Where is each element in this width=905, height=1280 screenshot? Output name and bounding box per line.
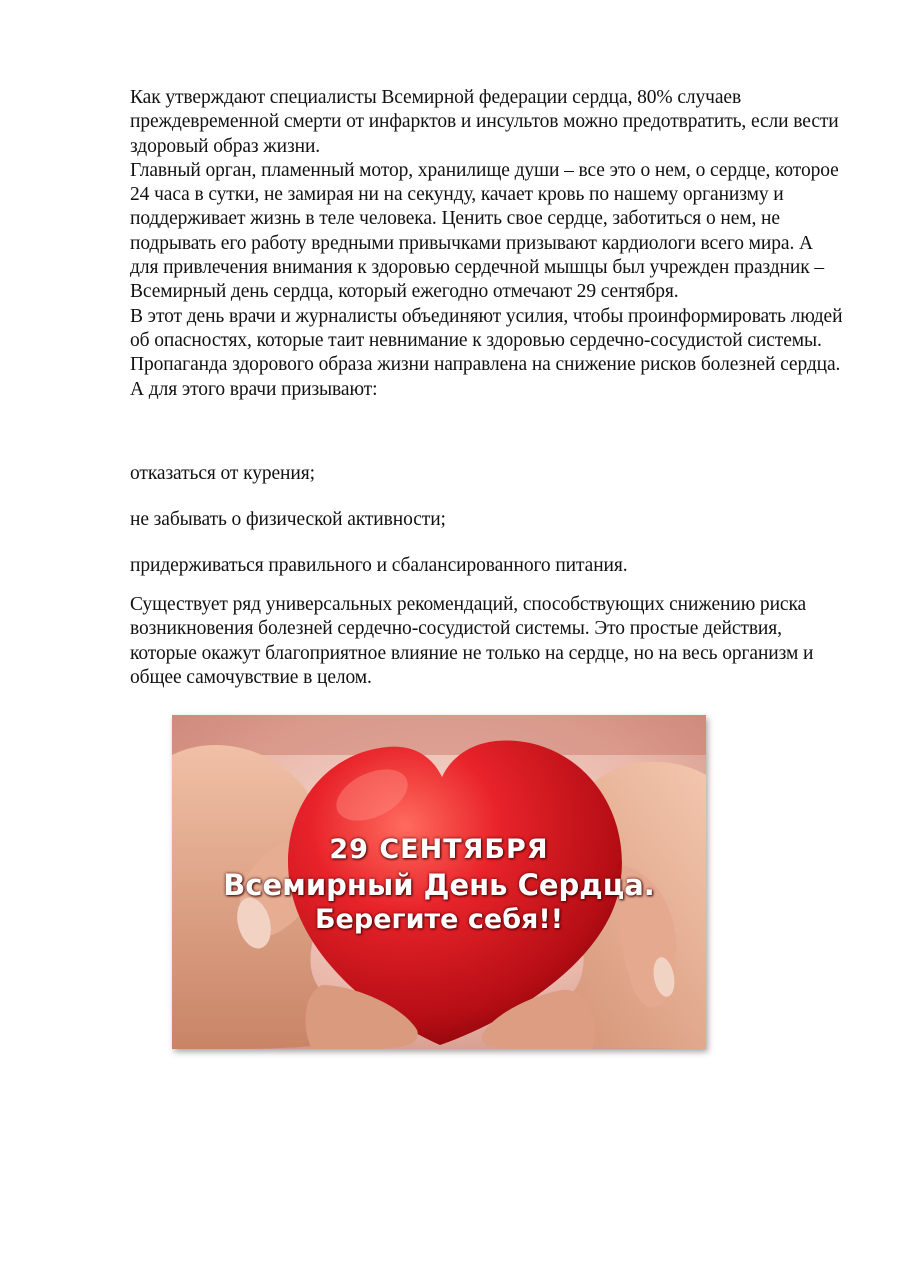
poster-slogan: Берегите себя!! bbox=[314, 904, 564, 935]
paragraph-organ: Главный орган, пламенный мотор, хранилище души – все это о нем, о сердце, которое 24 часа в сутки, не замирая ни на секунду, качает кровь по нашему организму и поддерживает жизнь в теле человека. Ценить свое сердце, заботиться о нем, не подрывать его работу вредными привычками призывают кардиологи всего мира. А для привлечения внимания к здоровью сердечной мышцы был учрежден праздник – Всемирный день сердца, который ежегодно отмечают 29 сентября. bbox=[130, 159, 839, 303]
poster-caption bbox=[172, 833, 706, 937]
paragraph-recommendations: Существует ряд универсальных рекомендаций, способствующих снижению риска возникновения болезней сердечно-сосудистой системы. Это простые действия, которые окажут благоприятное влияние не только на сердце, но на весь организм и общее самочувствие в целом. bbox=[130, 594, 814, 688]
list-item: придерживаться правильного и сбалансированного питания. bbox=[130, 555, 628, 576]
paragraph-doctors: В этот день врачи и журналисты объединяют усилия, чтобы проинформировать людей об опасностях, которые таит невнимание к здоровью сердечно-сосудистой системы. Пропаганда здорового образа жизни направлена на снижение рисков болезней сердца. А для этого врачи призывают: bbox=[130, 305, 843, 400]
list-item: отказаться от курения; bbox=[130, 463, 315, 484]
paragraph-intro: Как утверждают специалисты Всемирной федерации сердца, 80% случаев преждевременной смерти от инфарктов и инсультов можно предотвратить, если вести здоровый образ жизни. bbox=[130, 87, 839, 157]
poster-top-band bbox=[172, 715, 706, 755]
list-item: не забывать о физической активности; bbox=[130, 509, 446, 530]
poster-date: 29 СЕНТЯБРЯ bbox=[329, 834, 549, 865]
poster-title: Всемирный День Сердца. bbox=[223, 868, 655, 902]
text-section bbox=[130, 86, 845, 402]
heart-day-poster bbox=[172, 715, 706, 1049]
